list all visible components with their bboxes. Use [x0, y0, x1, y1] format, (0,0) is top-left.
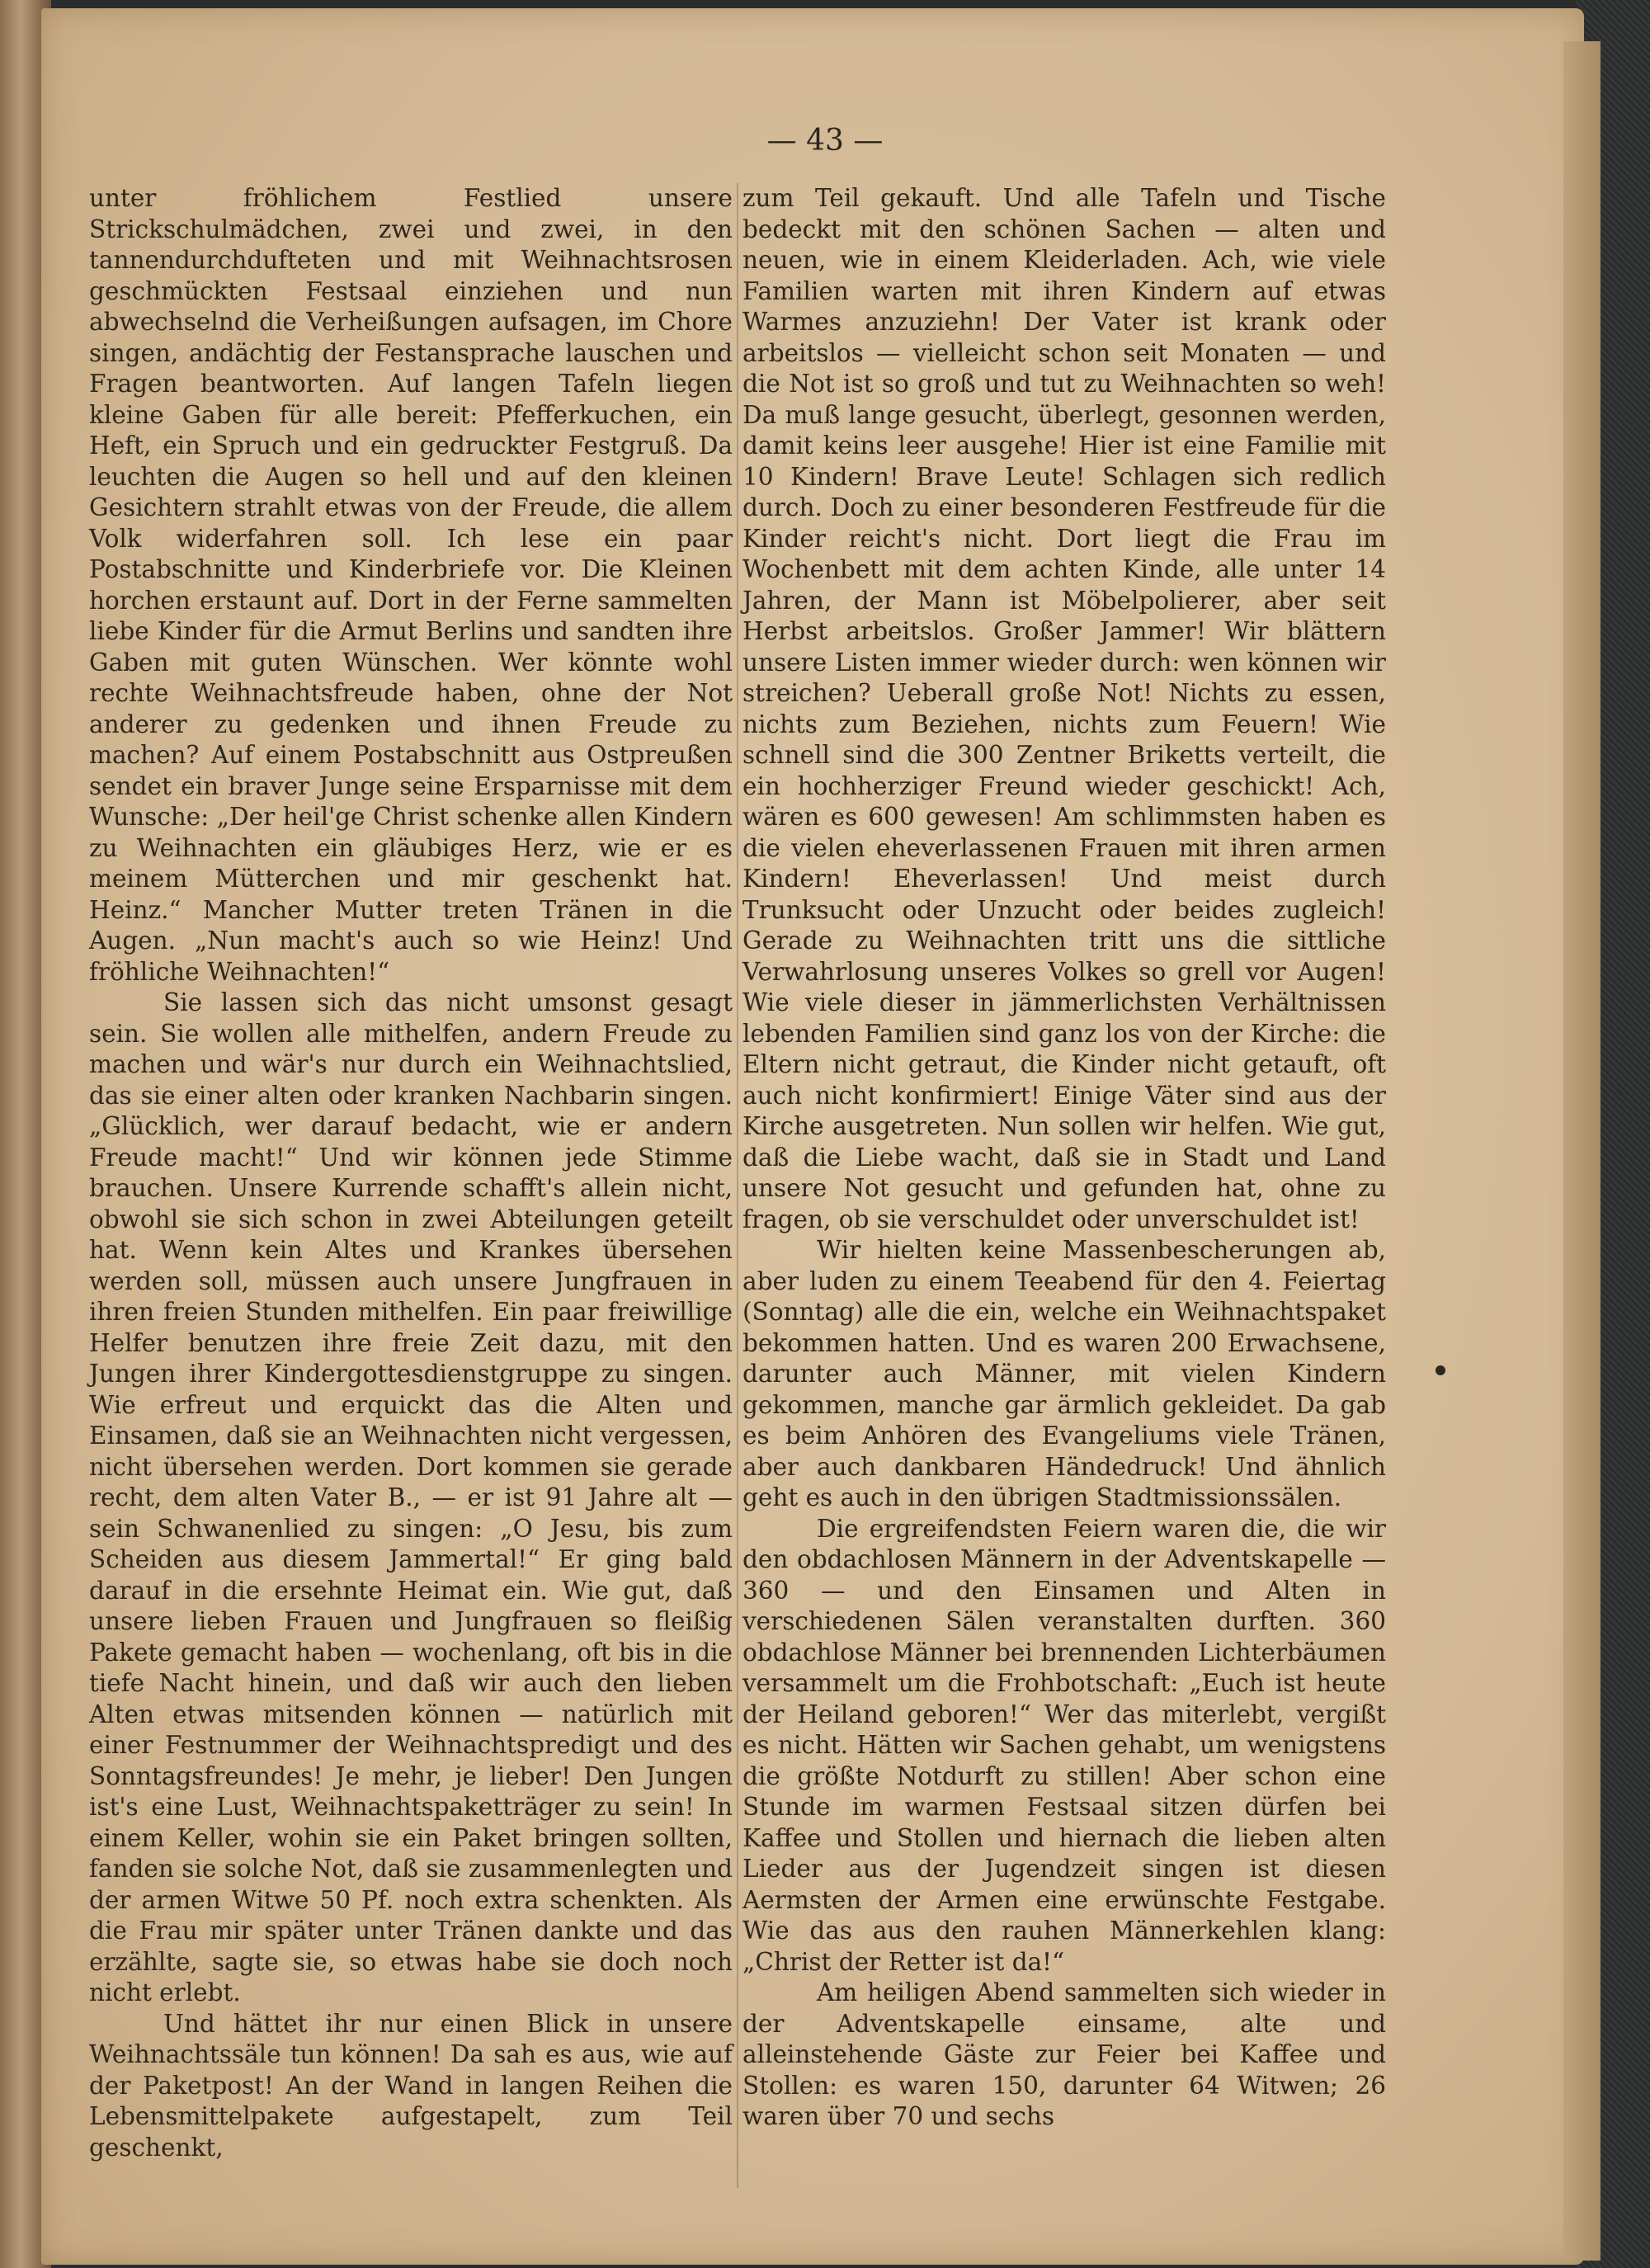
paragraph-left-3: Und hättet ihr nur einen Blick in unsere Weihnachtssäle tun können! Da sah es aus, wie auf der Paketpost! An der Wand in langen Reihen die Lebensmittelpakete aufgestapelt, zum Teil geschenkt,: [89, 2009, 733, 2162]
page-number: — 43 —: [766, 124, 884, 158]
page-edge: [1563, 41, 1600, 2261]
paragraph-right-1: zum Teil gekauft. Und alle Tafeln und Tische bedeckt mit den schönen Sachen — alten und neuen, wie in einem Kleiderladen. Ach, wie viele Familien warten mit ihren Kindern auf etwas Warmes anzuziehn! Der Vater ist krank oder arbeitslos — vielleicht schon seit Monaten — und die Not ist so groß und tut zu Weihnachten so weh! Da muß lange gesucht, überlegt, gesonnen werden, damit keins leer ausgehe! Hier ist eine Familie mit 10 Kindern! Brave Leute! Schlagen sich redlich durch. Doch zu einer besonderen Festfreude für die Kinder reicht's nicht. Dort liegt die Frau im Wochenbett mit dem achten Kinde, alle unter 14 Jahren, der Mann ist Möbelpolierer, aber seit Herbst arbeitslos. Großer Jammer! Wir blättern unsere Listen immer wieder durch: wen können wir streichen? Ueberall große Not! Nichts zu essen, nichts zum Beziehen, nichts zum Feuern! Wie schnell sind die 300 Zentner Briketts verteilt, die ein hochherziger Freund wieder geschickt! Ach, wären es 600 gewesen! Am schlimmsten haben es die vielen eheverlassenen Frauen mit ihren armen Kindern! Eheverlassen! Und meist durch Trunksucht oder Unzucht oder beides zugleich! Gerade zu Weihnachten tritt uns die sittliche Verwahrlosung unseres Volkes so grell vor Augen! Wie viele dieser in jämmerlichsten Verhältnissen lebenden Familien sind ganz los von der Kirche: die Eltern nicht getraut, die Kinder nicht getauft, oft auch nicht konfirmiert! Einige Väter sind aus der Kirche ausgetreten. Nun sollen wir helfen. Wie gut, daß die Liebe wacht, daß sie in Stadt und Land unsere Not gesucht und gefunden hat, ohne zu fragen, ob sie verschuldet oder unverschuldet ist!: [742, 184, 1386, 1233]
paragraph-right-2: Wir hielten keine Massenbescherungen ab, aber luden zu einem Teeabend für den 4. Feiertag (Sonntag) alle die ein, welche ein Weihnachtspaket bekommen hatten. Und es waren 200 Erwachsene, darunter auch Männer, mit vielen Kindern gekommen, manche gar ärmlich gekleidet. Da gab es beim Anhören des Evangeliums viele Tränen, aber auch dankbaren Händedruck! Und ähnlich geht es auch in den übrigen Stadtmissionssälen.: [742, 1236, 1386, 1511]
paragraph-right-3: Die ergreifendsten Feiern waren die, die wir den obdachlosen Männern in der Adventskapelle — 360 — und den Einsamen und Alten in verschiedenen Sälen veranstalten durften. 360 obdachlose Männer bei brennenden Lichterbäumen versammelt um die Frohbotschaft: „Euch ist heute der Heiland geboren!“ Wer das miterlebt, vergißt es nicht. Hätten wir Sachen gehabt, um wenigstens die größte Notdurft zu stillen! Aber schon eine Stunde im warmen Festsaal sitzen dürfen bei Kaffee und Stollen und hiernach die lieben alten Lieder aus der Jugendzeit singen ist diesen Aermsten der Armen eine erwünschte Festgabe. Wie das aus den rauhen Männerkehlen klang: „Christ der Retter ist da!“: [742, 1514, 1386, 1976]
paragraph-left-2: Sie lassen sich das nicht umsonst gesagt sein. Sie wollen alle mithelfen, andern Freude zu machen und wär's nur durch ein Weihnachtslied, das sie einer alten oder kranken Nachbarin singen. „Glücklich, wer darauf bedacht, wie er andern Freude macht!“ Und wir können jede Stimme brauchen. Unsere Kurrende schafft's allein nicht, obwohl sie sich schon in zwei Abteilungen geteilt hat. Wenn kein Altes und Krankes übersehen werden soll, müssen auch unsere Jungfrauen in ihren freien Stunden mithelfen. Ein paar freiwillige Helfer benutzen ihre freie Zeit dazu, mit den Jungen ihrer Kindergottesdienstgruppe zu singen. Wie erfreut und erquickt das die Alten und Einsamen, daß sie an Weihnachten nicht vergessen, nicht übersehen werden. Dort kommen sie gerade recht, dem alten Vater B., — er ist 91 Jahre alt — sein Schwanenlied zu singen: „O Jesu, bis zum Scheiden aus diesem Jammertal!“ Er ging bald darauf in die ersehnte Heimat ein. Wie gut, daß unsere lieben Frauen und Jungfrauen so fleißig Pakete gemacht haben — wochenlang, oft bis in die tiefe Nacht hinein, und daß wir auch den lieben Alten etwas mitsenden können — natürlich mit einer Festnummer der Weihnachtspredigt und des Sonntagsfreundes! Je mehr, je lieber! Den Jungen ist's eine Lust, Weihnachtspaketträger zu sein! In einem Keller, wohin sie ein Paket bringen sollten, fanden sie solche Not, daß sie zusammenlegten und der armen Witwe 50 Pf. noch extra schenkten. Als die Frau mir später unter Tränen dankte und das erzählte, sagte sie, so etwas habe sie doch noch nicht erlebt.: [89, 988, 733, 2006]
paragraph-right-4: Am heiligen Abend sammelten sich wieder in der Adventskapelle einsame, alte und alleinstehende Gäste zur Feier bei Kaffee und Stollen: es waren 150, darunter 64 Witwen; 26 waren über 70 und sechs: [742, 1978, 1386, 2130]
column-divider: [737, 183, 738, 2188]
right-column: [742, 183, 1386, 2133]
ink-spot: [1436, 1365, 1445, 1375]
left-column: [89, 183, 733, 2163]
paragraph-left-1: unter fröhlichem Festlied unsere Strickschulmädchen, zwei und zwei, in den tannendurchdufteten und mit Weihnachtsrosen geschmückten Festsaal einziehen und nun abwechselnd die Verheißungen aufsagen, im Chore singen, andächtig der Festansprache lauschen und Fragen beantworten. Auf langen Tafeln liegen kleine Gaben für alle bereit: Pfefferkuchen, ein Heft, ein Spruch und ein gedruckter Festgruß. Da leuchten die Augen so hell und auf den kleinen Gesichtern strahlt etwas von der Freude, die allem Volk widerfahren soll. Ich lese ein paar Postabschnitte und Kinderbriefe vor. Die Kleinen horchen erstaunt auf. Dort in der Ferne sammelten liebe Kinder für die Armut Berlins und sandten ihre Gaben mit guten Wünschen. Wer könnte wohl rechte Weihnachtsfreude haben, ohne der Not anderer zu gedenken und ihnen Freude zu machen? Auf einem Postabschnitt aus Ostpreußen sendet ein braver Junge seine Ersparnisse mit dem Wunsche: „Der heil'ge Christ schenke allen Kindern zu Weihnachten ein gläubiges Herz, wie er es meinem Mütterchen und mir geschenkt hat. Heinz.“ Mancher Mutter treten Tränen in die Augen. „Nun macht's auch so wie Heinz! Und fröhliche Weihnachten!“: [89, 184, 733, 986]
